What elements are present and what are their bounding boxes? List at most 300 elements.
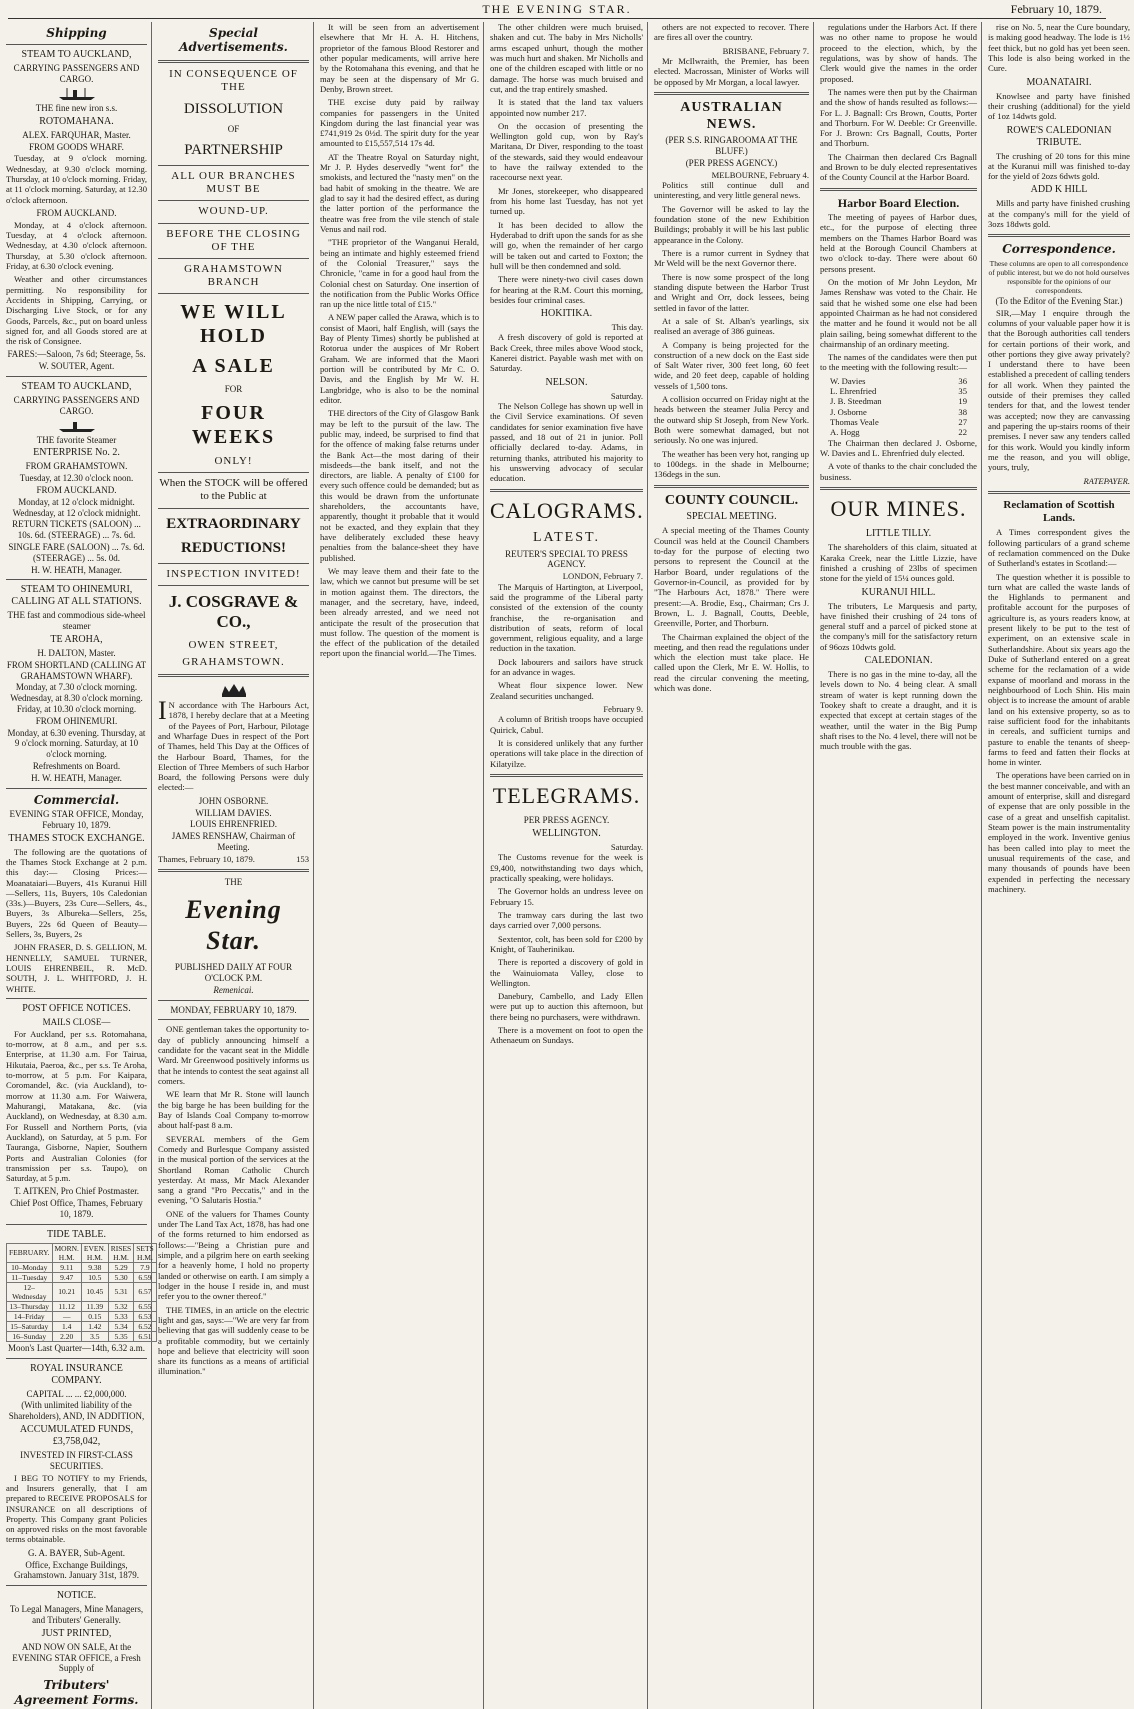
divider — [158, 258, 309, 259]
shortland-times: Monday, at 7.30 o'clock morning. Wednesday, at 8.30 o'clock morning. Friday, at 10.30 o'clock morning. — [10, 682, 143, 715]
editorial-1: ONE gentleman takes the opportunity to-day of publicly announcing himself a candidate for the vacant seat in the Middle Ward. Mr Greenwood positively informs us that he intends to contest the seat against all comers. — [158, 1024, 309, 1086]
result-row — [820, 407, 977, 417]
tide-cell: 3.5 — [81, 1331, 108, 1341]
agent-souter: W. SOUTER, Agent. — [38, 361, 115, 372]
moanataiari-text: Knowlsee and party have finished their crushing (additional) for the yield of 1oz 14dwts gold. — [988, 90, 1130, 122]
elected-1: JOHN OSBORNE. — [198, 795, 269, 806]
wellington-heading: WELLINGTON. — [532, 828, 601, 840]
nelson-date: Saturday. — [610, 390, 643, 401]
ad-before-closing: BEFORE THE CLOSING OF THE — [166, 227, 301, 253]
divider — [6, 1358, 147, 1359]
carrying-line: CARRYING PASSENGERS AND CARGO. — [13, 63, 140, 85]
steam-auckland-heading-2: STEAM TO AUCKLAND, — [21, 381, 132, 393]
for-sale: AND NOW ON SALE, At the EVENING STAR OFFICE, a Fresh Supply of — [12, 1641, 141, 1674]
divider — [654, 92, 809, 95]
chairman-renshaw: JAMES RENSHAW, Chairman of Meeting. — [171, 831, 296, 852]
brisbane-date: BRISBANE, February 7. — [722, 45, 809, 56]
hokitika-heading: HOKITIKA. — [540, 308, 593, 320]
divider — [6, 998, 147, 999]
ad-wound-up: WOUND-UP. — [198, 205, 269, 218]
article-p2: Mr McIlwraith, the Premier, has been elected. Macrossan, Minister of Works will be opposed by Mr Morgan, a local lawyer. — [654, 55, 809, 87]
australian-news-heading: AUSTRALIAN NEWS. — [680, 99, 783, 132]
masthead — [8, 2, 1106, 19]
favorite-steamer: THE favorite Steamer — [36, 434, 117, 445]
little-tilly-text: The shareholders of this claim, situated at Karaka Creek, near the Little Lizzie, have finished a crushing of 23lbs of specimen stone for the yield of 15¼ ounces gold. — [820, 542, 977, 584]
editorial-2: WE learn that Mr R. Stone will launch the big barge he has been building for the Bay of Islands Coal Company to-morrow about half-past 8 a.m. — [158, 1089, 309, 1131]
tide-column-header: FEBRUARY. — [7, 1243, 53, 1262]
column-2 — [158, 22, 314, 1709]
steamship-icon — [57, 419, 97, 433]
telegram-6: Danebury, Cambello, and Lady Ellen were put up to auction this afternoon, but there being no purchasers, were withdrawn. — [490, 991, 643, 1022]
moanataiari-heading: MOANATAIRI. — [1026, 76, 1092, 88]
tide-cell: 10.45 — [81, 1282, 108, 1301]
candidate-votes: 27 — [958, 417, 967, 428]
harbor-p4: A vote of thanks to the chair concluded the business. — [820, 461, 977, 482]
column-3 — [320, 22, 484, 1709]
ship-name-te-aroha: TE AROHA, — [50, 634, 103, 646]
council-p2: The Chairman explained the object of the meeting, and then read the regulations under which the election must take place. He called upon the Clerk, Mr E. W. Hollis, to read the circular convening the meeting, which was done. — [654, 631, 809, 694]
divider — [6, 1585, 147, 1586]
tide-cell: 2.20 — [52, 1331, 81, 1341]
manager-heath-2: H. W. HEATH, Manager. — [31, 772, 122, 783]
carrying-line-2: CARRYING PASSENGERS AND CARGO. — [13, 395, 140, 416]
tide-cell: 9.47 — [52, 1272, 81, 1282]
invested: INVESTED IN FIRST-CLASS SECURITIES. — [20, 1450, 133, 1471]
refreshments: Refreshments on Board. — [32, 761, 121, 771]
article-p5: It has been decided to allow the Hyderabad to drift upon the sands for as she will go, when the remainder of her cargo will be taken out and carted to Foxton; the hull will be then condemned and sold. — [490, 219, 643, 271]
published-line: PUBLISHED DAILY AT FOUR O'CLOCK P.M. — [174, 962, 293, 984]
caledonian-heading: CALEDONIAN. — [864, 655, 933, 667]
divider — [6, 44, 147, 45]
tide-cell: 14–Friday — [7, 1311, 53, 1321]
calogram-3: Wheat flour sixpence lower. New Zealand securities unchanged. — [490, 680, 643, 701]
ad-grahamstown: GRAHAMSTOWN. — [182, 655, 285, 668]
column-7 — [988, 22, 1134, 1709]
tide-cell: 16–Sunday — [7, 1331, 53, 1341]
ship-intro: THE fine new iron s.s. — [35, 102, 118, 113]
article-p9: A collision occurred on Friday night at the heads between the steamer Julia Percy and the outward ship St Joseph, from New York. Both were somewhat damaged, but not seriously. No one was injured. — [654, 394, 809, 446]
from-auckland: FROM AUCKLAND. — [36, 207, 117, 218]
masthead-title: THE EVENING STAR. — [482, 2, 632, 16]
divider — [158, 1019, 309, 1020]
ad-for: FOR — [224, 384, 243, 395]
kuranui-text: The tributers, Le Marquesis and party, have finished their crushing of 24 tons of general stuff and a parcel of picked stone at the company's mill for the satisfactory return of 96ozs 10dwts gold. — [820, 600, 977, 652]
county-council-heading: COUNTY COUNCIL. — [664, 492, 799, 508]
post-office-heading: POST OFFICE NOTICES. — [22, 1002, 131, 1014]
letter-signoff: RATEPAYER. — [1083, 475, 1130, 486]
fares: FARES:—Saloon, 7s 6d; Steerage, 5s. — [7, 349, 146, 360]
tide-cell: 9.38 — [81, 1262, 108, 1272]
little-tilly-heading: LITTLE TILLY. — [865, 528, 932, 540]
article-p1: The other children were much bruised, shaken and cut. The baby in Mrs Nicholls' arms escaped unhurt, though the mother was much hurt and shaken. Mr Nicholls and one of the children escaped with little or no damage. The horse was much bruised and cut, and the trap entirely smashed. — [490, 22, 643, 94]
from-auckland-2: FROM AUCKLAND. — [36, 485, 117, 496]
divider — [988, 234, 1130, 237]
our-mines-heading: OUR MINES. — [830, 495, 967, 521]
brokers-list: JOHN FRASER, D. S. GELLION, M. HENNELLY, SAMUEL TURNER, LOUIS EHRENBEIL, R. McD. SOUTH, J. L. WHITFORD, J. H. WHITE. — [6, 942, 147, 994]
tide-cell: 5.30 — [108, 1272, 133, 1282]
harbor-p3: The Chairman then declared J. Osborne, W. Davies and L. Ehrenfried duly elected. — [820, 437, 977, 458]
article-p3: Politics still continue dull and uninteresting, and very little general news. — [654, 180, 809, 201]
capital: CAPITAL ... ... £2,000,000. — [26, 1388, 127, 1399]
shipping-heading: Shipping — [46, 26, 107, 40]
article-p4: The Governor will be asked to lay the foundation stone of the new Exhibition Buildings; probably it will be his last public appearance in the Colony. — [654, 203, 809, 245]
divider — [158, 563, 309, 564]
tide-cell: 15–Saturday — [7, 1321, 53, 1331]
tide-cell: 0.15 — [81, 1311, 108, 1321]
notice-heading: NOTICE. — [56, 1590, 97, 1602]
column-1 — [6, 22, 152, 1709]
divider — [158, 674, 309, 677]
candidate-name: A. Hogg — [830, 427, 860, 438]
article-p8: A Company is being projected for the construction of a new dock on the East side of Salt Water river, 300 feet long, 60 feet wide, and 20 feet deep, capable of holding vessels of 1,500 tons. — [654, 339, 809, 391]
ship-name-rotomahana: ROTOMAHANA. — [39, 115, 114, 127]
commercial-heading: Commercial. — [33, 792, 120, 807]
ad-when-stock: When the STOCK will be offered to the Public at — [159, 477, 308, 503]
tide-cell: 5.33 — [108, 1311, 133, 1321]
calogram-2: Dock labourers and sailors have struck for an advance in wages. — [490, 656, 643, 678]
kuranui-heading: KURANUI HILL. — [861, 586, 936, 598]
divider — [158, 508, 309, 509]
edition-date: MONDAY, FEBRUARY 10, 1879. — [170, 1004, 297, 1015]
telegrams-heading: TELEGRAMS. — [492, 782, 641, 808]
feb9-date: February 9. — [603, 704, 643, 715]
candidate-votes: 38 — [958, 406, 967, 417]
tide-cell: 11.39 — [81, 1301, 108, 1311]
notice-footer — [158, 854, 309, 864]
tide-cell: 12–Wednesday — [7, 1282, 53, 1301]
grahamstown-times: Tuesday, at 12.30 o'clock noon. — [19, 473, 134, 484]
notice-date: Thames, February 10, 1879. — [158, 853, 255, 864]
tide-cell: 11.12 — [52, 1301, 81, 1311]
article-p7: We may leave them and their fate to the law, which we cannot but presume will be set in motion against them. The directors, the manager, and the secretary, have, indeed, been already arrested, and we need not anticipate the result of the prosecution that must follow. The question of the moment is the effect of the publication of the detailed report upon the financial world.—The Times. — [320, 565, 479, 659]
divider — [158, 200, 309, 201]
divider — [6, 1224, 147, 1225]
candidate-name: L. Ehrenfried — [830, 386, 877, 397]
ad-of: OF — [227, 124, 240, 135]
article-p1: regulations under the Harbors Act. If there was no other name to propose he would proceed to the election, which, by the regulations, was by show of hands. The Clerk would give the names in the order proposed. — [820, 22, 977, 84]
tide-cell: 10–Monday — [7, 1262, 53, 1272]
just-printed: JUST PRINTED, — [41, 1627, 112, 1639]
nelson-text: The Nelson College has shown up well in the Civil Service examinations. Of seven candidates for senior examination five have passed, and 18 out of 21 in junior. Poll officially declared to-day. Adams, in returning thanks, attributed his majority to his unswerving advocacy of secular education. — [490, 401, 643, 484]
ad-inspection: INSPECTION INVITED! — [166, 567, 301, 580]
candidate-votes: 22 — [958, 427, 967, 438]
from-ohinemuri: FROM OHINEMURI. — [35, 715, 118, 726]
masthead-date: February 10, 1879. — [1010, 2, 1102, 16]
tributers-forms: Tributers' Agreement Forms. — [14, 1678, 139, 1707]
divider — [490, 489, 643, 492]
telegram-5: There is reported a discovery of gold in the Wainuiomata Valley, close to Wellington. — [490, 957, 643, 988]
ad-branches: ALL OUR BRANCHES MUST BE — [171, 169, 296, 196]
candidate-name: J. B. Steedman — [830, 396, 882, 407]
result-row — [820, 396, 977, 406]
article-p4: Mr Jones, storekeeper, who disappeared from his home last Tuesday, has not yet turned up. — [490, 185, 643, 217]
telegram-2: The Governor holds an undress levee on February 15. — [490, 886, 643, 907]
special-ads-heading: Special Advertisements. — [179, 26, 288, 55]
reclamation-p2: The question whether it is possible to turn what are called the waste lands of the Highlands to permanent and profitable account for the purposes of agriculture is, as yours readers know, at present likely to be put to the test of experiment, on an extensive scale in Sutherlandshire. About six years ago the Duke of Sutherland entered on a great scheme for the reclamation of a wide expanse of moorland and morass in the neighbourhood of Loch Shin. His main object is to increase the amount of arable land on his extensive property, so as to raise sufficient food for the inhabitants in cereals, and sufficient turnips and pasture to enable the tenants of sheep-farms to feed and fatten their flocks at home in winter. — [988, 571, 1130, 768]
reclamation-heading: Reclamation of Scottish Lands. — [1003, 498, 1115, 525]
tide-cell: 6.52 — [134, 1321, 157, 1331]
ship-master: ALEX. FARQUHAR, Master. — [22, 129, 131, 140]
column-4 — [490, 22, 648, 1709]
post-office-text: For Auckland, per s.s. Rotomahana, to-morrow, at 8 a.m., and per s.s. Enterprise, at 11.30 a.m. For Tairua, Hikutaia, Paeroa, &c., per s.s. Te Aroha, to-morrow, at 5 p.m. For Kaipara, Coromandel, &c. (via Auckland), to-morrow at 11.30 a.m. For Waiwera, Mahurangi, Matakana, &c. (via Auckland), on Wednesday, at 8.30 a.m. For Russell and Northern Ports, (via Auckland), on Saturday, at 5 p.m. For Tauranga, Gisborne, Napier, Southern Ports and Australian Colonies (for transmission per s.s. Taupo), on Saturday, at 5 p.m. — [6, 1028, 147, 1184]
correspondence-heading: Correspondence. — [1002, 242, 1116, 257]
latest-heading: LATEST. — [532, 529, 600, 545]
council-p1: A special meeting of the Thames County Council was held at the Council Chambers to-day for the purpose of electing two persons to represent the Council at the Harbor Board, under regulations of the Governor-in-Council, as provided for by "The Harbours Act, 1878." There were present:—A. Brodie, Esq., Chairman; Crs J. Brown, L. J. Bagnall, Coutts, Deeble, Greenville, Porter, and Thorburn. — [654, 525, 809, 629]
article-p1: It will be seen from an advertisement elsewhere that Mr H. A. H. Hitchens, proprietor of the famous Blood Restorer and other popular medicaments, will arrive here by the Rotomahana this evening, and that he may be seen at the dispensary of Mr G. Denby, Brown street. — [320, 22, 479, 94]
harbor-election-heading: Harbor Board Election. — [837, 195, 960, 210]
divider — [158, 223, 309, 224]
divider — [158, 1000, 309, 1001]
evening-star-office: EVENING STAR OFFICE, Monday, February 10, 1879. — [9, 808, 144, 830]
divider — [158, 60, 309, 63]
tide-cell: 5.35 — [108, 1331, 133, 1341]
auckland-times: Monday, at 12 o'clock midnight. Wednesday, at 12 o'clock midnight. — [12, 496, 141, 518]
evening-star-title: Evening Star. — [185, 894, 282, 956]
column-5 — [654, 22, 814, 1709]
candidate-name: Thomas Veale — [830, 417, 879, 428]
reclamation-p3: The operations have been carried on in the best manner conceivable, and with an amount of enterprise, skill and disregard of expense that are only possible in the case of a great and unselfish capitalist. Steam power is the main instrumentality employed in the work. Inventive genius has been called into play to meet the unusual requirements of the case, and many thousands of pounds have been expended in perfecting the necessary machinery. — [988, 770, 1130, 894]
ship-name-enterprise: ENTERPRISE No. 2. — [33, 447, 120, 459]
letter-text: SIR,—May I enquire through the columns of your valuable paper how it is that the Borough authorities call tenders for certain portions of their work, and other portions they give away privately? I understand there to have been established a precedent of calling tenders for all work. When they painted the outside of their premises they called tenders for that, and the lowest tender was accepted; now they are canvassing and papering the up-stairs rooms of their premises. I never saw any tenders called for this work. Would you kindly inform me the reason, and you will oblige, yours, truly, — [988, 307, 1130, 473]
departure-times: Tuesday, at 9 o'clock morning. Wednesday, at 9.30 o'clock morning. Thursday, at 10 o'clock morning. Friday, at 11 o'clock morning. Saturday, at 12.30 o'clock afternoon. — [6, 153, 147, 205]
tide-cell: 13–Thursday — [7, 1301, 53, 1311]
post-date: Chief Post Office, Thames, February 10, 1879. — [10, 1198, 143, 1220]
result-row — [820, 427, 977, 437]
postmaster: T. AITKEN, Pro Chief Postmaster. — [13, 1186, 140, 1197]
steamship-icon — [57, 87, 97, 101]
ohinemuri-times: Monday, at 6.30 evening. Thursday, at 9 o'clock morning. Saturday, at 10 o'clock morning. — [7, 727, 146, 760]
tide-cell: 1.42 — [81, 1321, 108, 1331]
tide-cell: 10.5 — [81, 1272, 108, 1282]
divider — [654, 485, 809, 488]
ad-a-sale: A SALE — [192, 355, 275, 378]
tide-cell: 6.55 — [134, 1301, 157, 1311]
tide-cell: 6.53 — [134, 1311, 157, 1321]
harbours-act-text: N accordance with The Harbours Act, 1878, I hereby declare that at a Meeting of the Payees of Port, Harbour, Pilotage and Wharfage Dues in respect of the Port of Thames, held This Day at the Offices of the Harbour Board, Thames, for the Election of Three Members of such Harbor Board, the following Persons were duly elected:— — [158, 699, 309, 793]
telegram-7: There is a movement on foot to open the Athenaeum on Sundays. — [490, 1025, 643, 1046]
tide-column-header: RISES H.M. — [108, 1243, 133, 1262]
newspaper-columns — [6, 22, 1130, 1707]
candidate-name: W. Davies — [830, 375, 866, 386]
exchange-heading: THAMES STOCK EXCHANGE. — [8, 832, 145, 844]
tide-cell: — — [52, 1311, 81, 1321]
candidate-votes: 19 — [958, 396, 967, 407]
divider — [158, 472, 309, 473]
per-ss: (PER S.S. RINGAROOMA AT THE BLUFF.) — [665, 135, 798, 157]
calograms-heading: CALOGRAMS. — [490, 497, 644, 523]
unlimited-liability: (With unlimited liability of the Shareholders), AND, IN ADDITION, — [8, 1400, 145, 1422]
tide-cell: 5.32 — [108, 1301, 133, 1311]
editorial-3: SEVERAL members of the Gem Comedy and Burlesque Company assisted in the musical portion of the services at the Shortland Roman Catholic Church yesterday. At mass, Mr Mack Alexander sang a grand "Pro Peccatis," and in the evening, "O Salutaris Hostia." — [158, 1133, 309, 1206]
divider — [490, 774, 643, 777]
ad-we-will-hold: WE WILL HOLD — [180, 301, 287, 348]
tide-column-header: SETS H.M. — [134, 1243, 157, 1262]
divider — [820, 487, 977, 490]
ad-reductions: REDUCTIONS! — [180, 539, 286, 556]
tide-row — [7, 1282, 157, 1301]
telegram-1: The Customs revenue for the week is £9,400, notwithstanding two days which, practically speaking, were holidays. — [490, 852, 643, 884]
divider — [988, 491, 1130, 494]
manager-heath: H. W. HEATH, Manager. — [31, 564, 122, 575]
article-p6: There is now some prospect of the long standing dispute between the Harbor Trust and Wright and Orr, dock lessees, being settled in favor of the latter. — [654, 271, 809, 313]
tide-column-header: MORN. H.M. — [52, 1243, 81, 1262]
divider — [158, 293, 309, 294]
dropcap-i: I — [158, 695, 167, 725]
tide-column-header: EVEN. H.M. — [81, 1243, 108, 1262]
divider — [6, 788, 147, 789]
tide-row — [7, 1331, 157, 1341]
caledonian-text: There is no gas in the mine to-day, all the levels down to No. 4 being clear. A small stream of water is kept running down the Tookey shaft to create a draught, and it is expected that except at certain stages of the weather, until the water in the Big Pump shaft rises to the No. 4 level, there will not be much trouble with the gas. — [820, 669, 977, 752]
tide-cell: 11–Tuesday — [7, 1272, 53, 1282]
steam-auckland-heading: STEAM TO AUCKLAND, — [21, 49, 132, 61]
ad-only: ONLY! — [214, 455, 253, 468]
rowes-text: The crushing of 20 tons for this mine at the Kuranui mill was finished to-day for the yield of 2ozs 6dwts gold. — [988, 150, 1130, 182]
divider — [158, 165, 309, 166]
royal-text: I BEG TO NOTIFY to my Friends, and Insurers generally, that I am prepared to RECEIVE PROPOSALS for INSURANCE on all descriptions of Property. This Company grant Policies on approved risks on the most favorable terms obtainable. — [6, 1472, 147, 1545]
editorial-5: THE TIMES, in an article on the electric light and gas, says:—"We are very far from believing that gas will suddenly cease to be a profitable commodity, but we certainly hope and believe that electricity will soon share its functions as a means of artificial illumination." — [158, 1304, 309, 1377]
result-row — [820, 386, 977, 396]
divider — [6, 376, 147, 377]
ad-four-weeks: FOUR WEEKS — [191, 402, 276, 449]
article-p5: A NEW paper called the Arawa, which is to consist of Maori, half English, will (says the Bay of Plenty Times) shortly be published at Rotorua under the auspices of Mr Robert Graham. We are informed that the Maori portion will be contributed by Mr C. O. Davis, and the English by Mr W. H. Langbridge, who is also to be the nominal editor. — [320, 312, 479, 405]
press-agency: PER PRESS AGENCY. — [523, 815, 610, 826]
article-p1: others are not expected to recover. There are fires all over the country. — [654, 22, 809, 43]
notice-text: To Legal Managers, Mine Managers, and Tributers' Generally. — [9, 1604, 144, 1625]
add-k-text: Mills and party have finished crushing at the company's mill for the yield of 3ozs 18dwts gold. — [988, 198, 1130, 230]
tide-cell: 6.59 — [134, 1272, 157, 1282]
melbourne-date: MELBOURNE, February 4. — [711, 169, 809, 180]
tide-cell: 10.21 — [52, 1282, 81, 1301]
elected-3: LOUIS EHRENFRIED. — [190, 819, 277, 830]
tide-row — [7, 1311, 157, 1321]
weather-notice: Weather and other circumstances permitting. No responsibility for Accidents in Shipping, Carrying, or Discharging Live Stock, or for any Goods, Parcels, &c., put on board unless signed for, and all Goods stored are at the risk of Consignee. — [6, 274, 147, 347]
sub-agent: G. A. BAYER, Sub-Agent. — [28, 1547, 125, 1558]
london-date: LONDON, February 7. — [562, 571, 643, 582]
rowes-heading: ROWE'S CALEDONIAN TRIBUTE. — [1006, 124, 1112, 148]
article-p2: It is stated that the land tax valuers appointed now number 217. — [490, 97, 643, 118]
harbor-p1: The meeting of payees of Harbor dues, etc., for the purpose of electing three members on the Thames Harbor Board was held at the Borough Council Chambers at two o'clock to-day. There were about 60 persons present. — [820, 212, 977, 274]
ad-owen-street: OWEN STREET, — [188, 638, 279, 651]
tide-row — [7, 1262, 157, 1272]
article-p10: The weather has been very hot, ranging up to 100degs. in the shade in Melbourne; 136degs in the sun. — [654, 448, 809, 480]
divider — [158, 869, 309, 872]
tide-row — [7, 1301, 157, 1311]
telegram-3: The tramway cars during the last two days carried over 7,000 persons. — [490, 909, 643, 931]
election-results — [820, 376, 977, 438]
accumulated-funds: ACCUMULATED FUNDS, £3,758,042, — [19, 1424, 134, 1448]
elected-2: WILLIAM DAVIES. — [195, 807, 272, 818]
tide-row — [7, 1272, 157, 1282]
candidate-name: J. Osborne — [830, 406, 867, 417]
from-grahamstown: FROM GRAHAMSTOWN. — [25, 461, 128, 472]
tide-table-heading: TIDE TABLE. — [46, 1228, 106, 1240]
article-p1: rise on No. 5, near the Cure boundary, is making good headway. The lode is 1½ feet thick, but no gold has yet been seen. This lode is also being worked in the Cure. — [988, 22, 1130, 74]
article-p7: At a sale of St. Alban's yearlings, six realised an average of 386 guineas. — [654, 315, 809, 337]
sub-agent-office: Office, Exchange Buildings, Grahamstown. January 31st, 1879. — [14, 1559, 139, 1581]
ad-branch: GRAHAMSTOWN BRANCH — [184, 262, 283, 289]
ad-extraordinary: EXTRAORDINARY — [166, 515, 301, 532]
hokitika-text: A fresh discovery of gold is reported at Back Creek, three miles above Wood stock, Kanerei district. Payable wash met with on Saturday. — [490, 332, 643, 374]
result-row — [820, 417, 977, 427]
article-p6: There were ninety-two civil cases down for hearing at the R.M. Court this morning, besides four criminal cases. — [490, 274, 643, 305]
ad-consequence: IN CONSEQUENCE OF THE — [169, 67, 298, 93]
article-p2: The names were then put by the Chairman and the show of hands resulted as follows:— For L. J. Bagnall: Crs Brown, Coutts, Porter and Thorburn. For W. Deeble: Cr Greenville. For J. Brown: Crs Bagnall, Coutts, Porter and Thorburn. — [820, 86, 977, 149]
tide-table — [6, 1243, 157, 1342]
the-label: THE — [224, 877, 243, 888]
article-p6: THE directors of the City of Glasgow Bank may be left to the pursuit of the law. The public may, indeed, be surprised to find that for the offence of making false returns under the Bank Act—the most daring of their misdeeds—the bank itself, and not the directors, are liable. A penalty of £100 for every such offence could be demanded; but as this would be drawn from the unfortunate shareholders, the accountants have, apparently, thought it probable that it would not be exacted, and they explain that they have deliberately excluded these heavy penalties from the balance-sheet they have published. — [320, 408, 479, 563]
royal-crest-icon — [219, 682, 249, 698]
calogram-5: It is considered unlikely that any further operations will take place in the direction of Kilatyilze. — [490, 737, 643, 769]
correspondence-note: These columns are open to all correspondence of public interest, but we do not hold ourselves responsible for the opinions of our correspondents. — [988, 258, 1130, 295]
motto: Remenicai. — [213, 984, 254, 995]
divider — [6, 579, 147, 580]
tide-cell: 9.11 — [52, 1262, 81, 1272]
wellington-date: Saturday. — [610, 842, 643, 853]
ad-dissolution: DISSOLUTION — [183, 101, 284, 118]
tide-cell: 1.4 — [52, 1321, 81, 1331]
ad-cosgrave: J. COSGRAVE & CO., — [168, 591, 299, 632]
exchange-text: The following are the quotations of the Thames Stock Exchange at 2 p.m. this day:— Closing Prices:— Moanataiari—Buyers, 41s Kuranui Hill—Sellers, 11s, Buyers, 10s Caledonian (33s.)—Buyers, 23s Cure—Sellers, 4s., Buyers, 3s Albureka—Sellers, 25s, Buyers, 22s 6d Queen of Beauty—Sellers, 3s, Buyers, 2s — [6, 846, 147, 940]
hokitika-date: This day. — [611, 322, 643, 333]
moon-phase: Moon's Last Quarter—14th, 6.32 a.m. — [7, 1342, 146, 1353]
return-tickets: RETURN TICKETS (SALOON) ... 10s. 6d. (STEERAGE) ... 7s. 6d. — [12, 519, 141, 541]
tide-cell: 6.51 — [134, 1331, 157, 1341]
article-p3: On the occasion of presenting the Wellington gold cup, won by Ray's Maritana, Dr Diver, responding to the toast of the stewards, said they would endeavour to have the railway extended to the racecourse next year. — [490, 120, 643, 183]
result-row — [820, 376, 977, 386]
from-goods-wharf: FROM GOODS WHARF. — [29, 141, 124, 152]
tide-cell: 7.9 — [134, 1262, 157, 1272]
article-p5: There is a rumor current in Sydney that Mr Weld will be the next Governor there. — [654, 248, 809, 269]
candidate-votes: 36 — [958, 375, 967, 386]
column-6 — [820, 22, 982, 1709]
reuter-line: REUTER'S SPECIAL TO PRESS AGENCY. — [505, 548, 628, 570]
tide-row — [7, 1321, 157, 1331]
press-agency: (PER PRESS AGENCY.) — [685, 158, 778, 169]
nelson-heading: NELSON. — [545, 376, 588, 388]
article-p2: THE excise duty paid by railway companies for passengers in the United Kingdom during the last financial year was £741,919 2s 0½d. The spirit duty for the year amounted to £15,557,514 17s 4d. — [320, 97, 479, 149]
from-shortland: FROM SHORTLAND (CALLING AT GRAHAMSTOWN WHARF). — [6, 659, 147, 681]
tide-cell: 5.31 — [108, 1282, 133, 1301]
tide-cell: 6.57 — [134, 1282, 157, 1301]
candidate-votes: 35 — [958, 386, 967, 397]
editorial-4: ONE of the valuers for Thames County under The Land Tax Act, 1878, has had one of the forms returned to him endorsed as follows:—"Being a Christian pure and simple, and a pilgrim here on earth seeking for a heavenly home, I hold no property landed or otherwise on earth. I am simply a lodger in the house I reside in, and must refer you to the owner thereof." — [158, 1208, 309, 1302]
te-aroha-intro: THE fast and commodious side-wheel steamer — [7, 610, 146, 632]
calogram-1: The Marquis of Hartington, at Liverpool, said the programme of the Liberal party consisted of the extension of the county franchise, the re-organisation and distribution of seats, reform of local government, religious equality, and a large reduction in the taxation. — [490, 581, 643, 654]
single-fare: SINGLE FARE (SALOON) ... 7s. 6d. (STEERAGE) ... 5s. 0d. — [8, 542, 145, 563]
article-p3: AT the Theatre Royal on Saturday night, Mr J. P. Hydes deservedly "went for" the smokists, and lectured the "nasty men" on the bad habit of smoking in the theatre. We are glad to say it had the desired effect, as during the latter portion of the performance the theatre was free from the vile stench of stale Venus and nail rod. — [320, 151, 479, 234]
calogram-4: A column of British troops have occupied Quirick, Cabul. — [490, 714, 643, 735]
divider — [158, 585, 309, 586]
telegram-4: Sextentor, colt, has been sold for £200 by Knight, of Tauherinikau. — [490, 933, 643, 954]
steam-ohinemuri-heading: STEAM TO OHINEMURI, CALLING AT ALL STATIONS. — [11, 584, 142, 608]
harbours-act-notice — [158, 695, 309, 793]
return-times: Monday, at 4 o'clock afternoon. Tuesday, at 4 o'clock afternoon. Wednesday, at 4.30 o'clock afternoon. Thursday, at 5.30 o'clock afternoon. Friday, at 6.30 o'clock evening. — [6, 219, 147, 271]
article-p4: "THE proprietor of the Wanganui Herald, being an intimate and highly esteemed friend of the Colonial Treasurer," says the Chronicle, "came in for a good haul from the Colonial chest on Saturday. One insertion of the notification from the Public Works Office ran up the nice little total of £15." — [320, 237, 479, 310]
master-dalton: H. DALTON, Master. — [37, 648, 116, 659]
harbor-p2: On the motion of Mr John Leydon, Mr James Renshaw was voted to the Chair. He said that he wished some one else had been appointed Chairman as he had not considered the matter and he found it would not be all plain sailing, being somewhat different to the chairmanship of an ordinary meeting. — [820, 276, 977, 349]
ad-partnership: PARTNERSHIP — [184, 141, 283, 158]
mails-close: MAILS CLOSE— — [42, 1016, 111, 1027]
to-editor: (To the Editor of the Evening Star.) — [995, 295, 1123, 306]
tide-cell: 5.34 — [108, 1321, 133, 1331]
article-p3: The Chairman then declared Crs Bagnall and Brown to be duly elected representatives of the County Council at the Harbor Board. — [820, 151, 977, 183]
special-meeting: SPECIAL MEETING. — [686, 511, 777, 523]
divider — [820, 188, 977, 191]
ad-number: 153 — [296, 853, 309, 864]
reclamation-p1: A Times correspondent gives the following particulars of a grand scheme of reclamation commenced on the Duke of Sutherland's estates in Scotland:— — [988, 527, 1130, 569]
tide-cell: 5.29 — [108, 1262, 133, 1272]
royal-insurance-heading: ROYAL INSURANCE COMPANY. — [30, 1362, 123, 1386]
